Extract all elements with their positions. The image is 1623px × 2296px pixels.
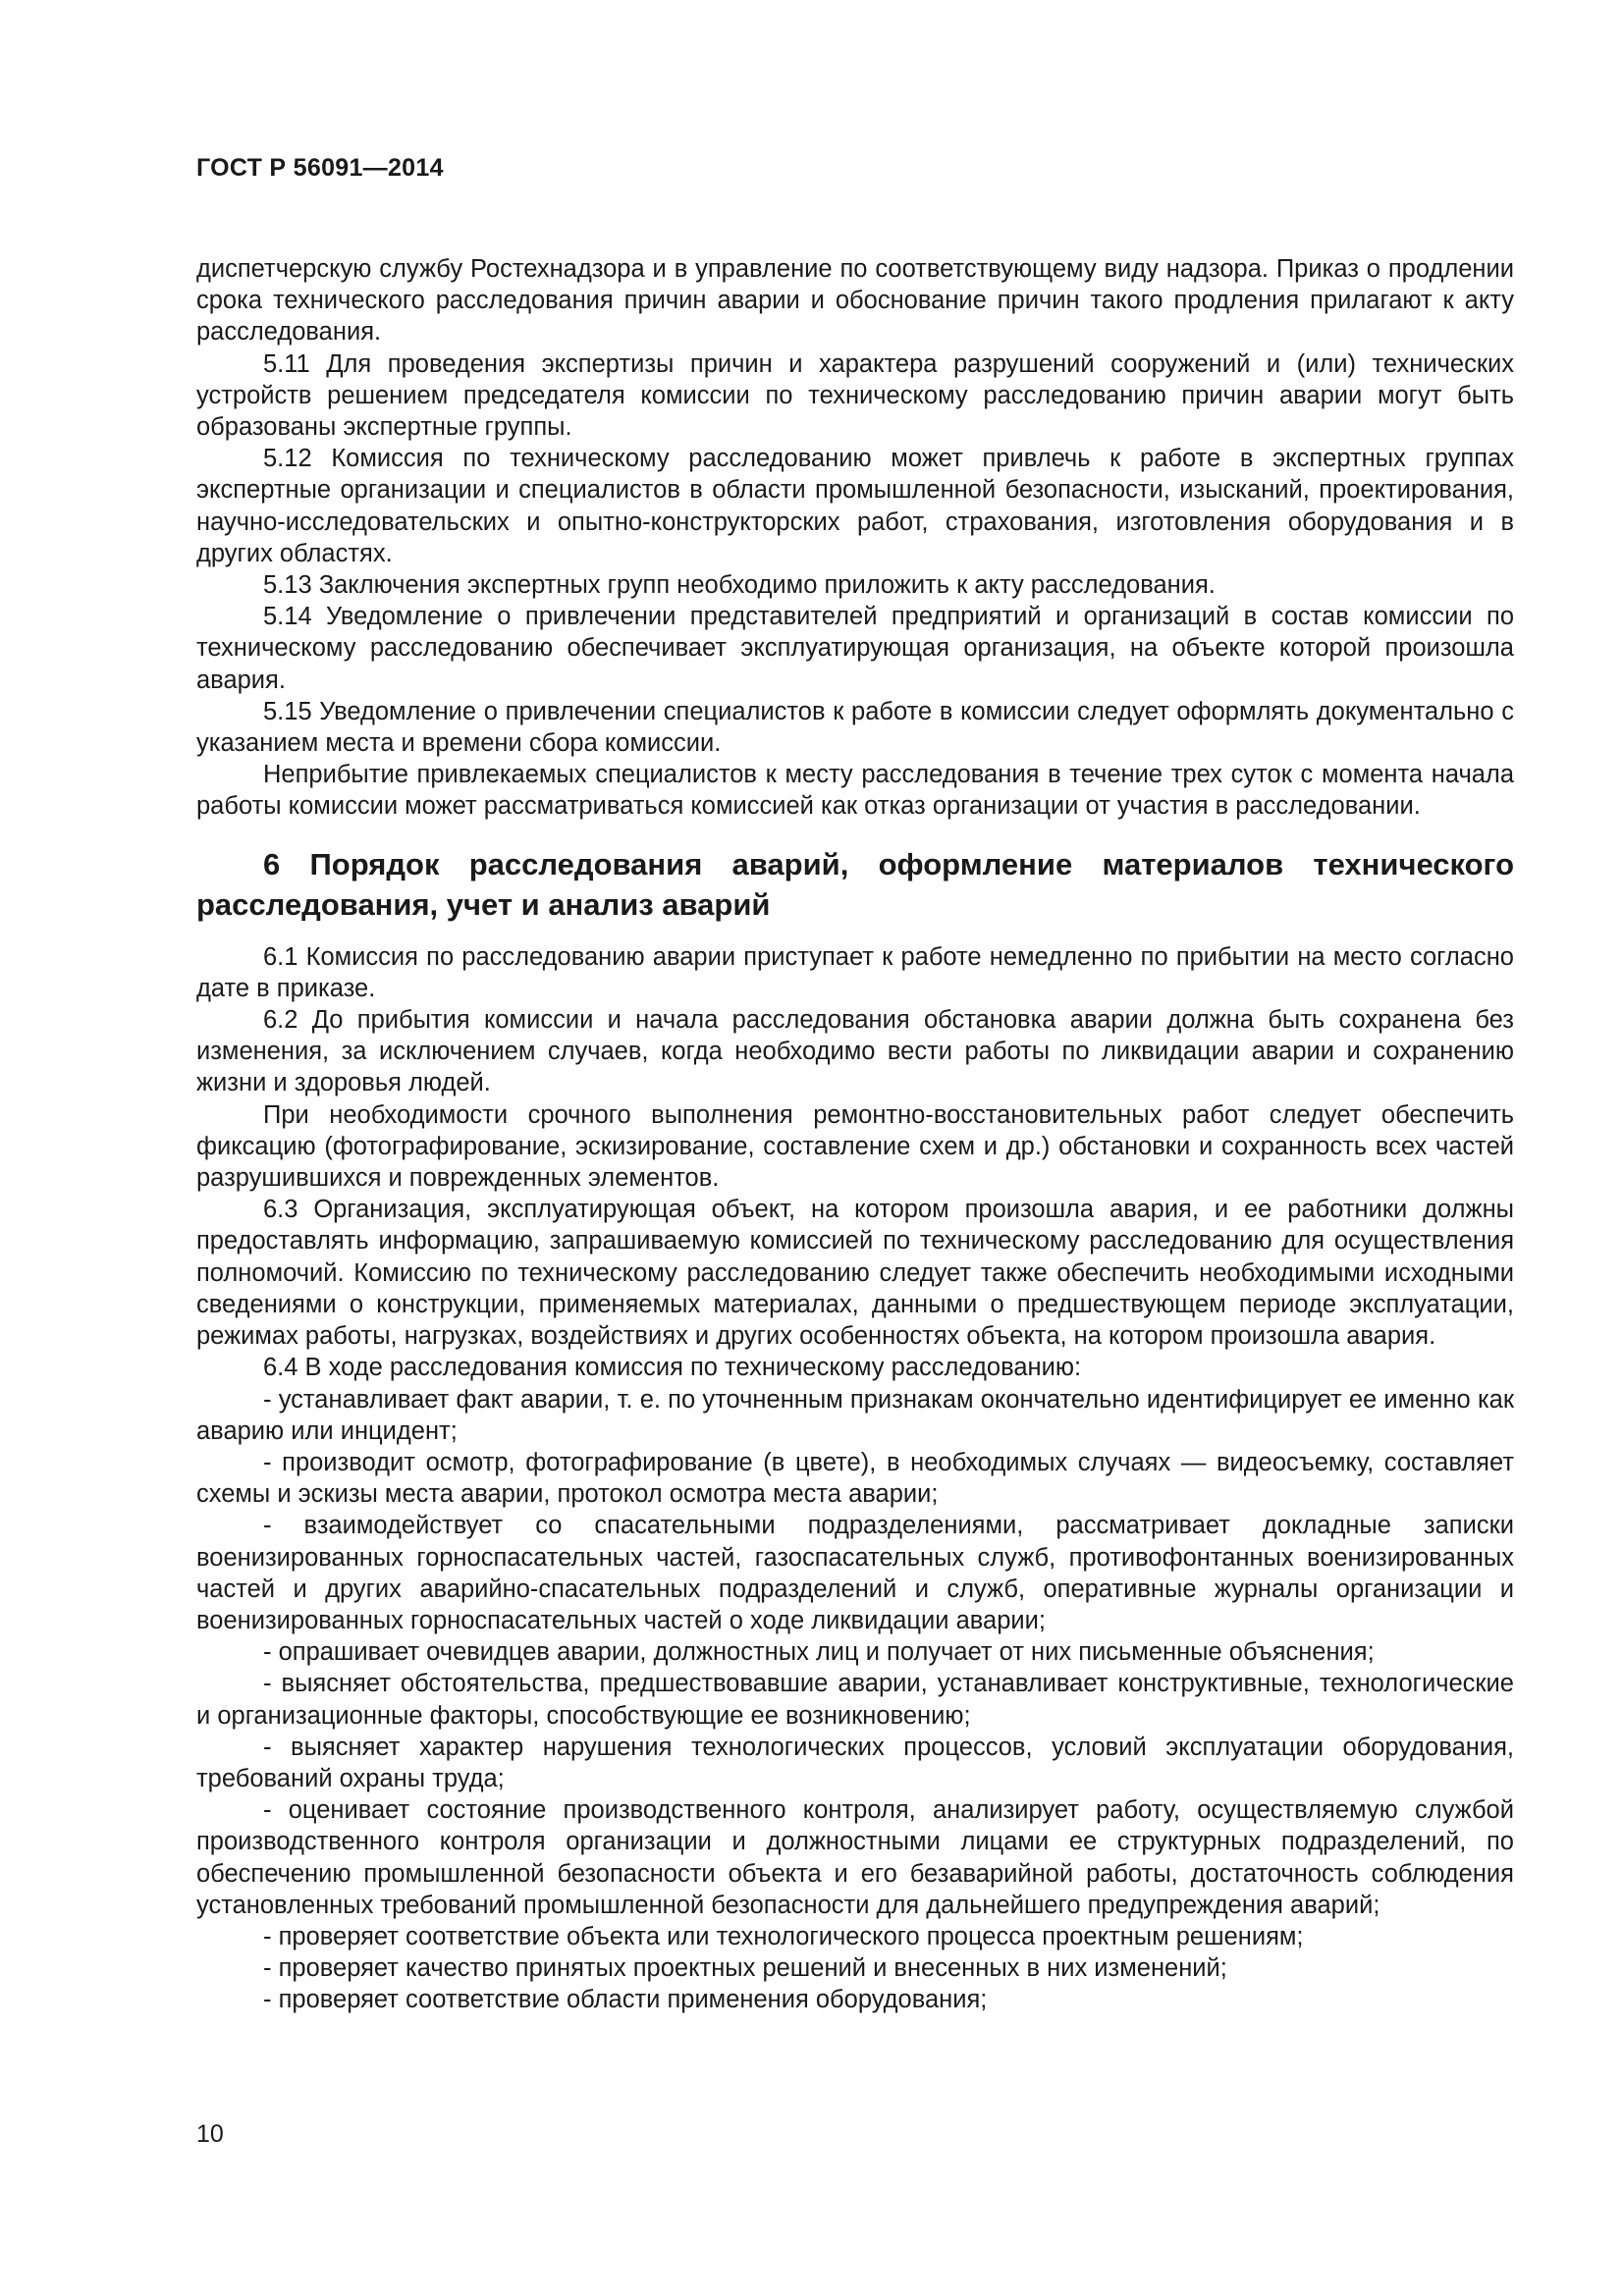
paragraph: 5.14 Уведомление о привлечении представителей предприятий и организаций в состав комиссии по техническому расследованию обеспечивает эксплуатирующая организация, на объекте которой произошла авария. bbox=[196, 603, 1514, 694]
page-number: 10 bbox=[196, 2120, 224, 2148]
list-item: - опрашивает очевидцев аварии, должностных лиц и получает от них письменные объяснения; bbox=[263, 1638, 1375, 1667]
paragraph: Неприбытие привлекаемых специалистов к месту расследования в течение трех суток с момента начала работы комиссии может рассматриваться комиссией как отказ организации от участия в расследовании. bbox=[196, 761, 1514, 821]
paragraph: 6.1 Комиссия по расследованию аварии приступает к работе немедленно по прибытии на место согласно дате в приказе. bbox=[196, 942, 1514, 1002]
list-item: - устанавливает факт аварии, т. е. по уточненным признакам окончательно идентифицирует ее именно как аварию или инцидент; bbox=[196, 1385, 1514, 1445]
paragraph: 5.13 Заключения экспертных групп необходимо приложить к акту расследования. bbox=[263, 571, 1216, 600]
document-body bbox=[196, 253, 1514, 2016]
list-item: - проверяет соответствие области применения оборудования; bbox=[263, 1986, 988, 2014]
list-item: - производит осмотр, фотографирование (в цвете), в необходимых случаях — видеосъемку, составляет схемы и эскизы места аварии, протокол осмотра места аварии; bbox=[196, 1448, 1514, 1509]
paragraph: 6.4 В ходе расследования комиссия по техническому расследованию: bbox=[263, 1354, 1082, 1382]
paragraph: 5.15 Уведомление о привлечении специалистов к работе в комиссии следует оформлять документально с указанием места и времени сбора комиссии. bbox=[196, 697, 1514, 758]
list-item: - проверяет соответствие объекта или технологического процесса проектным решениям; bbox=[263, 1922, 1304, 1950]
paragraph: 6.2 До прибытия комиссии и начала расследования обстановка аварии должна быть сохранена без изменения, за исключением случаев, когда необходимо вести работы по ликвидации аварии и сохранению жизни и здоровья людей. bbox=[196, 1006, 1514, 1097]
list-item: - выясняет характер нарушения технологических процессов, условий эксплуатации оборудования, требований охраны труда; bbox=[196, 1733, 1514, 1792]
list-item: - проверяет качество принятых проектных решений и внесенных в них изменений; bbox=[263, 1954, 1227, 1983]
list-item: - взаимодействует со спасательными подразделениями, рассматривает докладные записки военизированных горноспасательных частей, газоспасательных служб, противофонтанных военизированных частей и других аварийно-спасательных подразделений и служб, оперативные журналы организации и военизированных горноспасательных частей о ходе ликвидации аварии; bbox=[196, 1512, 1514, 1634]
list-item: - оценивает состояние производственного контроля, анализирует работу, осуществляемую службой производственного контроля организации и должностными лицами ее структурных подразделений, по обеспечению промышленной безопасности объекта и его безаварийной работы, достаточность соблюдения установленных требований промышленной безопасности для дальнейшего предупреждения аварий; bbox=[196, 1796, 1514, 1919]
paragraph: 5.11 Для проведения экспертизы причин и характера разрушений сооружений и (или) технических устройств решением председателя комиссии по техническому расследованию причин аварии могут быть образованы экспертные группы. bbox=[196, 349, 1514, 442]
paragraph: 6.3 Организация, эксплуатирующая объект, на котором произошла авария, и ее работники должны предоставлять информацию, запрашиваемую комиссией по техническому расследованию для осуществления полномочий. Комиссию по техническому расследованию следует также обеспечить необходимыми исходными сведениями о конструкции, применяемых материалах, данными о предшествующем периоде эксплуатации, режимах работы, нагрузках, воздействиях и других особенностях объекта, на котором произошла авария. bbox=[196, 1196, 1514, 1351]
paragraph: 5.12 Комиссия по техническому расследованию может привлечь к работе в экспертных группах экспертные организации и специалистов в области промышленной безопасности, изысканий, проектирования, научно-исследовательских и опытно-конструкторских работ, страхования, изготовления оборудования и в других областях. bbox=[196, 445, 1514, 567]
paragraph: диспетчерскую службу Ростехнадзора и в управление по соответствующему виду надзора. Приказ о продлении срока технического расследования причин аварии и обоснование причин такого продления прилагают к акту расследования. bbox=[196, 255, 1514, 347]
section-heading: 6 Порядок расследования аварий, оформление материалов технического расследования, учет и анализ аварий bbox=[196, 846, 1514, 922]
list-item: - выясняет обстоятельства, предшествовавшие аварии, устанавливает конструктивные, технологические и организационные факторы, способствующие ее возникновению; bbox=[196, 1670, 1514, 1730]
paragraph: При необходимости срочного выполнения ремонтно-восстановительных работ следует обеспечить фиксацию (фотографирование, эскизирование, составление схем и др.) обстановки и сохранность всех частей разрушившихся и поврежденных элементов. bbox=[196, 1100, 1514, 1193]
document-header: ГОСТ Р 56091—2014 bbox=[196, 154, 444, 182]
